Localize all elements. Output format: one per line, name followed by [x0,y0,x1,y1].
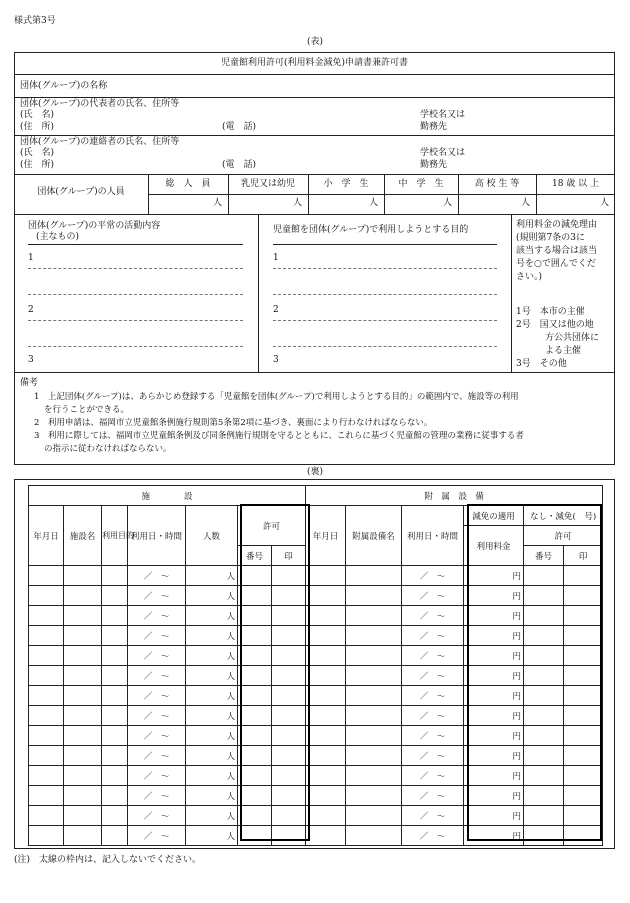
official-use-frame-equipment [467,504,602,841]
purpose-num-1: 1 [273,253,279,263]
row-equipment-use-datetime: ／ ～ [402,786,464,806]
reason-option: 3号 その他 [516,359,567,369]
row-purpose[interactable] [102,726,128,746]
col-equipment-use-datetime: 利用日・時間 [402,506,464,566]
representative-school-label: 学校名又は [420,110,466,120]
row-purpose[interactable] [102,626,128,646]
members-unit: 人 [599,198,609,208]
form-title: 児童館利用許可(利用料金減免)申請書兼許可書 [220,58,409,68]
activity-heading: 団体(グループ)の平常の活動内容 [28,221,161,231]
note-line: 3 利用に際しては、福岡市立児童館条例及び同条例施行規則を守るとともに、これらに基づく児童館の管理の業務に従事する者 [34,431,524,441]
row-date[interactable] [29,566,64,586]
members-unit: 人 [520,198,530,208]
members-unit: 人 [442,198,452,208]
activity-num-2: 2 [28,305,34,315]
row-facility-name[interactable] [64,726,102,746]
divider [28,346,243,347]
row-facility-name[interactable] [64,806,102,826]
row-equipment-date[interactable] [306,646,346,666]
row-fee: 円 [464,706,524,726]
row-facility-name[interactable] [64,606,102,626]
reason-line: (規則第7条の3に [516,233,585,243]
divider [148,194,615,195]
row-facility-name[interactable] [64,746,102,766]
row-equipment-name[interactable] [346,646,402,666]
row-facility-name[interactable] [64,666,102,686]
row-equipment-name[interactable] [346,726,402,746]
reason-option: 1号 本市の主催 [516,307,585,317]
row-equipment-name[interactable] [346,686,402,706]
contact-school-label: 学校名又は [420,148,466,158]
representative-heading: 団体(グループ)の代表者の氏名、住所等 [20,99,180,109]
divider [511,214,512,372]
row-people: 人 [186,806,238,826]
row-facility-name[interactable] [64,686,102,706]
row-purpose[interactable] [102,806,128,826]
official-use-frame-facility [240,504,310,841]
row-equipment-date[interactable] [306,606,346,626]
row-equipment-name[interactable] [346,786,402,806]
row-facility-name[interactable] [64,586,102,606]
col-use-datetime: 利用日・時間 [128,506,186,566]
row-equipment-use-datetime: ／ ～ [402,666,464,686]
row-facility-name[interactable] [64,706,102,726]
row-equipment-name[interactable] [346,746,402,766]
row-people: 人 [186,586,238,606]
members-col-total: 総 人 員 [165,179,211,189]
row-equipment-date[interactable] [306,806,346,826]
reason-line: さい。) [516,272,543,282]
row-equipment-name[interactable] [346,766,402,786]
members-col-adult: 18 歳 以 上 [551,179,600,189]
row-equipment-name[interactable] [346,706,402,726]
row-use-datetime: ／ ～ [128,666,186,686]
members-label: 団体(グループ)の人員 [37,187,125,197]
row-date[interactable] [29,826,64,846]
row-date[interactable] [29,766,64,786]
row-facility-name[interactable] [64,566,102,586]
row-equipment-name[interactable] [346,626,402,646]
row-equipment-date[interactable] [306,666,346,686]
activity-num-1: 1 [28,253,34,263]
row-people: 人 [186,686,238,706]
divider [28,320,243,321]
note-line: を行うことができる。 [44,405,130,415]
row-purpose[interactable] [102,666,128,686]
row-equipment-date[interactable] [306,726,346,746]
divider [28,294,243,295]
row-equipment-date[interactable] [306,826,346,846]
row-purpose[interactable] [102,706,128,726]
divider [28,268,243,269]
divider [14,97,615,98]
row-equipment-date[interactable] [306,626,346,646]
row-date[interactable] [29,586,64,606]
col-date: 年月日 [29,506,64,566]
row-people: 人 [186,746,238,766]
col-permit-number: 番号 [238,546,272,566]
facility-group-header: 施 設 [29,486,306,506]
col-equipment-permit-seal: 印 [564,546,603,566]
row-people: 人 [186,606,238,626]
row-people: 人 [186,706,238,726]
row-fee: 円 [464,786,524,806]
row-equipment-date[interactable] [306,746,346,766]
row-use-datetime: ／ ～ [128,606,186,626]
row-use-datetime: ／ ～ [128,786,186,806]
divider [258,214,259,372]
row-equipment-date[interactable] [306,686,346,706]
notes-heading: 備考 [20,378,39,388]
row-people: 人 [186,726,238,746]
divider [14,214,615,215]
row-people: 人 [186,626,238,646]
col-facility-name: 施設名 [64,506,102,566]
row-fee: 円 [464,726,524,746]
members-unit: 人 [368,198,378,208]
members-col-high-school: 高 校 生 等 [474,179,520,189]
row-use-datetime: ／ ～ [128,726,186,746]
col-equipment-date: 年月日 [306,506,346,566]
row-date[interactable] [29,706,64,726]
members-unit: 人 [212,198,222,208]
row-equipment-use-datetime: ／ ～ [402,826,464,846]
row-equipment-name[interactable] [346,566,402,586]
purpose-num-3: 3 [273,355,279,365]
col-equipment-permit-number: 番号 [524,546,564,566]
row-use-datetime: ／ ～ [128,566,186,586]
contact-heading: 団体(グループ)の連絡者の氏名、住所等 [20,137,180,147]
row-people: 人 [186,566,238,586]
row-purpose[interactable] [102,606,128,626]
reason-option: よる主催 [545,346,582,356]
reason-line: 利用料金の減免理由 [516,220,598,230]
row-equipment-use-datetime: ／ ～ [402,726,464,746]
row-purpose[interactable] [102,766,128,786]
equipment-group-header: 附 属 設 備 [306,486,603,506]
row-date[interactable] [29,646,64,666]
row-equipment-date[interactable] [306,786,346,806]
row-fee: 円 [464,566,524,586]
row-purpose[interactable] [102,586,128,606]
row-use-datetime: ／ ～ [128,686,186,706]
row-equipment-date[interactable] [306,706,346,726]
purpose-heading: 児童館を団体(グループ)で利用しようとする目的 [273,225,469,235]
divider [14,174,615,175]
note-line: 1 上記団体(グループ)は、あらかじめ登録する「児童館を団体(グループ)で利用しようとする目的」の範囲内で、施設等の利用 [34,392,519,402]
row-equipment-date[interactable] [306,566,346,586]
row-date[interactable] [29,666,64,686]
row-use-datetime: ／ ～ [128,766,186,786]
row-fee: 円 [464,686,524,706]
row-purpose[interactable] [102,566,128,586]
reason-option: 方公共団体に [545,333,600,343]
row-fee: 円 [464,666,524,686]
col-reduction-value: なし・減免( 号) [524,506,603,526]
divider [14,74,615,75]
col-people: 人数 [186,506,238,566]
divider [14,135,615,136]
representative-name-label: (氏 名) [20,110,55,120]
row-purpose[interactable] [102,686,128,706]
col-reduction: 減免の適用 [464,506,524,526]
contact-name-label: (氏 名) [20,148,55,158]
row-people: 人 [186,646,238,666]
divider [14,372,615,373]
divider [273,346,497,347]
col-equipment-name: 附属設備名 [346,506,402,566]
row-people: 人 [186,766,238,786]
reason-line: 号を○で囲んでくだ [516,259,596,269]
col-purpose: 利用目的 [102,506,128,566]
row-purpose[interactable] [102,746,128,766]
row-use-datetime: ／ ～ [128,746,186,766]
group-name-label: 団体(グループ)の名称 [20,81,108,91]
divider [273,320,497,321]
form-number: 様式第3号 [14,16,56,26]
divider [273,294,497,295]
divider [273,268,497,269]
row-facility-name[interactable] [64,826,102,846]
members-col-junior-high: 中 学 生 [398,179,444,189]
row-people: 人 [186,666,238,686]
back-label: (裏) [306,467,324,477]
purpose-num-2: 2 [273,305,279,315]
contact-phone-label: (電 話) [222,160,257,170]
row-date[interactable] [29,806,64,826]
representative-phone-label: (電 話) [222,122,257,132]
row-equipment-use-datetime: ／ ～ [402,766,464,786]
activity-heading-sub: (主なもの) [36,232,80,242]
row-facility-name[interactable] [64,786,102,806]
representative-address-label: (住 所) [20,122,55,132]
row-purpose[interactable] [102,786,128,806]
row-use-datetime: ／ ～ [128,806,186,826]
row-date[interactable] [29,626,64,646]
activity-num-3: 3 [28,355,34,365]
members-col-elementary: 小 学 生 [323,179,369,189]
divider [28,244,243,245]
row-date[interactable] [29,686,64,706]
members-unit: 人 [292,198,302,208]
row-equipment-use-datetime: ／ ～ [402,626,464,646]
row-date[interactable] [29,746,64,766]
row-equipment-use-datetime: ／ ～ [402,706,464,726]
contact-address-label: (住 所) [20,160,55,170]
row-fee: 円 [464,766,524,786]
front-label: (表) [306,37,324,47]
row-equipment-name[interactable] [346,806,402,826]
row-fee: 円 [464,626,524,646]
row-equipment-date[interactable] [306,586,346,606]
row-equipment-name[interactable] [346,586,402,606]
row-equipment-name[interactable] [346,826,402,846]
row-equipment-use-datetime: ／ ～ [402,806,464,826]
row-fee: 円 [464,806,524,826]
row-use-datetime: ／ ～ [128,586,186,606]
row-use-datetime: ／ ～ [128,626,186,646]
row-use-datetime: ／ ～ [128,706,186,726]
contact-work-label: 勤務先 [420,160,448,170]
row-date[interactable] [29,726,64,746]
divider [273,244,497,245]
row-facility-name[interactable] [64,646,102,666]
row-equipment-use-datetime: ／ ～ [402,606,464,626]
members-col-infant: 乳児又は幼児 [240,179,295,189]
col-equipment-permit: 許可 [524,526,603,546]
row-fee: 円 [464,646,524,666]
row-fee: 円 [464,606,524,626]
footer-note: (注) 太線の枠内は、記入しないでください。 [14,855,202,865]
row-facility-name[interactable] [64,766,102,786]
row-equipment-name[interactable] [346,666,402,686]
row-equipment-use-datetime: ／ ～ [402,566,464,586]
row-equipment-name[interactable] [346,606,402,626]
reason-line: 該当する場合は該当 [516,246,598,256]
row-date[interactable] [29,606,64,626]
representative-work-label: 勤務先 [420,122,448,132]
row-use-datetime: ／ ～ [128,826,186,846]
note-line: 2 利用申請は、福岡市立児童館条例施行規則第5条第2項に基づき、裏面により行わなければならない。 [34,418,433,428]
col-permit: 許可 [238,506,306,546]
row-equipment-use-datetime: ／ ～ [402,586,464,606]
note-line: の指示に従わなければならない。 [44,444,172,454]
row-equipment-use-datetime: ／ ～ [402,646,464,666]
row-date[interactable] [29,786,64,806]
row-equipment-use-datetime: ／ ～ [402,686,464,706]
row-people: 人 [186,826,238,846]
row-use-datetime: ／ ～ [128,646,186,666]
row-fee: 円 [464,746,524,766]
row-fee: 円 [464,826,524,846]
row-people: 人 [186,786,238,806]
row-fee: 円 [464,586,524,606]
row-equipment-use-datetime: ／ ～ [402,746,464,766]
row-facility-name[interactable] [64,626,102,646]
col-fee: 利用料金 [464,526,524,566]
reason-option: 2号 国又は他の地 [516,320,594,330]
row-purpose[interactable] [102,646,128,666]
col-permit-seal: 印 [272,546,306,566]
row-equipment-date[interactable] [306,766,346,786]
row-purpose[interactable] [102,826,128,846]
